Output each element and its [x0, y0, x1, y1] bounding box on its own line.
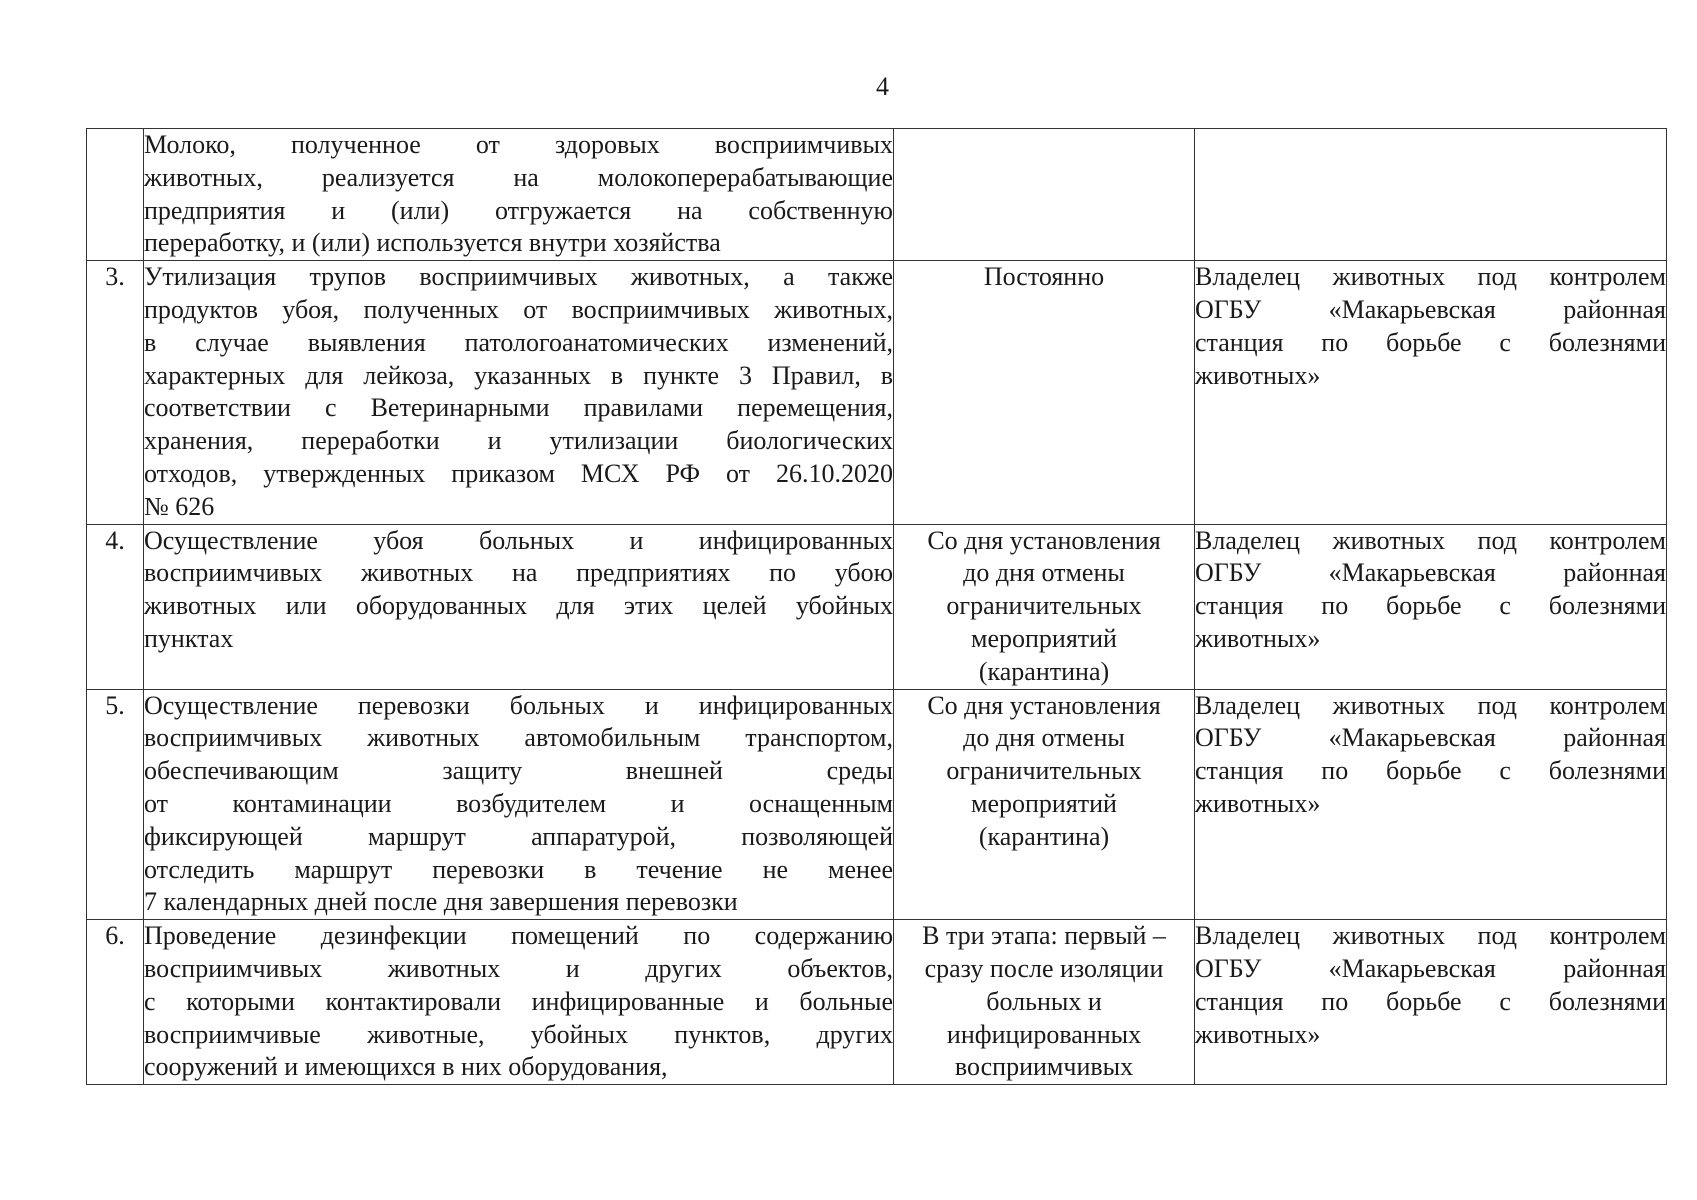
- term-line: больных и: [986, 986, 1102, 1016]
- responsible-cell: [1195, 689, 1667, 920]
- table-row: [87, 261, 1667, 524]
- responsible-line: станция по борьбе с болезнями: [1195, 327, 1666, 357]
- measure-description-line: переработку, и (или) используется внутри хозяйства: [144, 228, 721, 258]
- measure-description-line: с которыми контактировали инфицированные и больные: [144, 986, 893, 1016]
- row-number-cell: 5.: [87, 689, 144, 920]
- measure-description-line: отследить маршрут перевозки в течение не менее: [144, 854, 893, 884]
- responsible-cell: [1195, 129, 1667, 261]
- term-line: (карантина): [978, 656, 1110, 686]
- measure-description-line: в случае выявления патологоанатомических изменений,: [144, 327, 893, 357]
- responsible-line: Владелец животных под контролем: [1195, 525, 1666, 555]
- measure-description-line: животных или оборудованных для этих целей убойных: [144, 591, 893, 621]
- term-cell: [894, 261, 1195, 524]
- responsible-cell: [1195, 524, 1667, 689]
- measure-description-line: хранения, переработки и утилизации биологических: [144, 426, 893, 456]
- term-cell: [894, 524, 1195, 689]
- term-line: Со дня установления: [927, 525, 1161, 555]
- measure-description-line: отходов, утвержденных приказом МСХ РФ от 26.10.2020: [144, 458, 893, 488]
- measure-description-line: Молоко, полученное от здоровых восприимчивых: [144, 130, 893, 159]
- measure-description-line: Проведение дезинфекции помещений по содержанию: [144, 921, 893, 951]
- responsible-cell: [1195, 920, 1667, 1085]
- responsible-line: ОГБУ «Макарьевская районная: [1195, 558, 1666, 588]
- responsible-line: станция по борьбе с болезнями: [1195, 591, 1666, 621]
- term-line: сразу после изоляции: [924, 953, 1164, 983]
- measure-description-line: сооружений и имеющихся в них оборудования,: [144, 1052, 668, 1082]
- term-line: В три этапа: первый –: [922, 921, 1166, 951]
- responsible-line: ОГБУ «Макарьевская районная: [1195, 953, 1666, 983]
- measures-table: [86, 128, 1667, 1085]
- measure-description-line: восприимчивые животные, убойных пунктов, других: [144, 1019, 893, 1049]
- term-line: ограничительных: [946, 756, 1142, 786]
- row-number-cell: [87, 129, 144, 261]
- measure-description-cell: [144, 689, 894, 920]
- page-number: 4: [876, 72, 889, 101]
- term-line: ограничительных: [946, 591, 1142, 621]
- row-number-cell: 6.: [87, 920, 144, 1085]
- term-line: Постоянно: [983, 262, 1105, 292]
- measure-description-line: характерных для лейкоза, указанных в пункте 3 Правил, в: [144, 360, 893, 390]
- table-row: [87, 689, 1667, 920]
- measure-description-line: Осуществление убоя больных и инфицированных: [144, 525, 893, 555]
- responsible-line: животных»: [1195, 788, 1321, 818]
- measure-description-line: пунктах: [144, 623, 234, 653]
- responsible-line: животных»: [1195, 623, 1321, 653]
- term-cell: [894, 129, 1195, 261]
- measure-description-line: восприимчивых животных и других объектов,: [144, 953, 893, 983]
- measure-description-line: обеспечивающим защиту внешней среды: [144, 756, 893, 786]
- measure-description-cell: [144, 129, 894, 261]
- term-line: инфицированных: [946, 1019, 1142, 1049]
- term-line: (карантина): [978, 821, 1110, 851]
- measure-description-cell: [144, 920, 894, 1085]
- measure-description-line: соответствии с Ветеринарными правилами перемещения,: [144, 393, 893, 423]
- row-number-cell: 4.: [87, 524, 144, 689]
- row-number-cell: 3.: [87, 261, 144, 524]
- term-cell: [894, 689, 1195, 920]
- table-row: [87, 129, 1667, 261]
- measure-description-line: восприимчивых животных автомобильным транспортом,: [144, 723, 893, 753]
- measure-description-cell: [144, 261, 894, 524]
- responsible-line: станция по борьбе с болезнями: [1195, 986, 1666, 1016]
- term-line: мероприятий: [971, 788, 1117, 818]
- measure-description-line: продуктов убоя, полученных от восприимчивых животных,: [144, 294, 893, 324]
- term-line: восприимчивых: [954, 1052, 1134, 1082]
- measure-description-line: животных, реализуется на молокоперерабатывающие: [144, 162, 893, 192]
- responsible-line: Владелец животных под контролем: [1195, 690, 1666, 720]
- table-row: [87, 524, 1667, 689]
- measure-description-line: фиксирующей маршрут аппаратурой, позволяющей: [144, 821, 893, 851]
- responsible-line: Владелец животных под контролем: [1195, 921, 1666, 951]
- table-row: [87, 920, 1667, 1085]
- term-line: до дня отмены: [963, 558, 1125, 588]
- term-line: до дня отмены: [963, 723, 1125, 753]
- measure-description-line: восприимчивых животных на предприятиях по убою: [144, 558, 893, 588]
- measure-description-line: Утилизация трупов восприимчивых животных, а также: [144, 262, 893, 292]
- responsible-line: животных»: [1195, 1019, 1321, 1049]
- measure-description-line: предприятия и (или) отгружается на собственную: [144, 195, 893, 225]
- term-line: мероприятий: [971, 623, 1117, 653]
- measure-description-cell: [144, 524, 894, 689]
- measure-description-line: 7 календарных дней после дня завершения перевозки: [144, 887, 738, 917]
- measure-description-line: Осуществление перевозки больных и инфицированных: [144, 690, 893, 720]
- responsible-line: Владелец животных под контролем: [1195, 262, 1666, 292]
- responsible-line: станция по борьбе с болезнями: [1195, 756, 1666, 786]
- responsible-line: ОГБУ «Макарьевская районная: [1195, 294, 1666, 324]
- term-line: Со дня установления: [927, 690, 1161, 720]
- measure-description-line: от контаминации возбудителем и оснащенным: [144, 788, 893, 818]
- measure-description-line: № 626: [144, 491, 215, 521]
- table-body: [87, 129, 1667, 1085]
- responsible-line: животных»: [1195, 360, 1321, 390]
- term-cell: [894, 920, 1195, 1085]
- responsible-line: ОГБУ «Макарьевская районная: [1195, 723, 1666, 753]
- responsible-cell: [1195, 261, 1667, 524]
